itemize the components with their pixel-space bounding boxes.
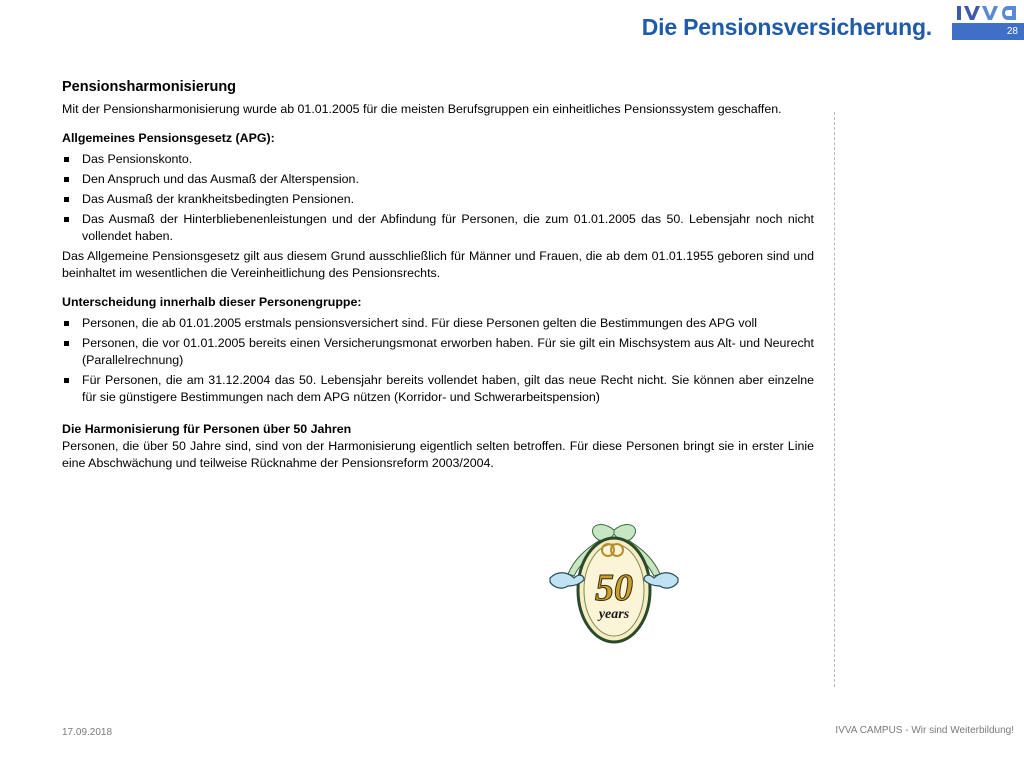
main-content: [62, 78, 814, 472]
footer-tagline: IVVA CAMPUS - Wir sind Weiterbildung!: [835, 725, 1014, 736]
bullet-icon: [64, 341, 69, 346]
bullet-icon: [64, 217, 69, 222]
apg-paragraph: Das Allgemeine Pensionsgesetz gilt aus diesem Grund ausschließlich für Männer und Frauen, die ab dem 01.01.1955 geboren sind und beinhaltet im wesentlichen die Vereinheitlichung des Pensionsrechts.: [62, 249, 814, 280]
apg-bullet-list: [62, 151, 814, 245]
group-bullet-list: [62, 315, 814, 406]
footer-date: 17.09.2018: [62, 727, 113, 738]
over50-heading: Die Harmonisierung für Personen über 50 Jahren: [62, 422, 352, 436]
list-item: Personen, die vor 01.01.2005 bereits einen Versicherungsmonat erworben haben. Für sie gilt ein Mischsystem aus Alt- und Neurecht (Parallelrechnung): [62, 335, 814, 369]
bullet-icon: [64, 157, 69, 162]
apg-heading: Allgemeines Pensionsgesetz (APG):: [62, 131, 275, 145]
bullet-icon: [64, 321, 69, 326]
ivva-logo: [952, 2, 1024, 40]
anniversary-emblem-image: [544, 520, 684, 648]
section-heading: Pensionsharmonisierung: [62, 79, 237, 95]
list-item: Das Pensionskonto.: [62, 151, 814, 168]
list-item: Personen, die ab 01.01.2005 erstmals pensionsversichert sind. Für diese Personen gelten die Bestimmungen des APG voll: [62, 315, 814, 332]
list-item: Das Ausmaß der Hinterbliebenenleistungen und der Abfindung für Personen, die zum 01.01.2005 das 50. Lebensjahr noch nicht vollendet haben.: [62, 211, 814, 245]
list-item: Für Personen, die am 31.12.2004 das 50. Lebensjahr bereits vollendet haben, gilt das neue Recht nicht. Sie können aber einzelne für sie günstigere Bestimmungen nach dem APG nützen (Korridor- und Schwerarbeitspension): [62, 372, 814, 406]
bullet-icon: [64, 378, 69, 383]
over50-paragraph: Personen, die über 50 Jahre sind, sind von der Harmonisierung eigentlich selten betroffen. Für diese Personen bringt sie in erster Linie eine Abschwächung und teilweise Rücknahme der Pensionsreform 2003/2004.: [62, 439, 814, 470]
group-heading: Unterscheidung innerhalb dieser Personengruppe:: [62, 295, 362, 309]
list-item: Das Ausmaß der krankheitsbedingten Pensionen.: [62, 191, 814, 208]
page-number: 28: [952, 23, 1024, 40]
bullet-icon: [64, 177, 69, 182]
emblem-graphic: [544, 520, 684, 648]
bullet-icon: [64, 197, 69, 202]
page-title: Die Pensionsversicherung.: [641, 14, 932, 40]
intro-paragraph: Mit der Pensionsharmonisierung wurde ab 01.01.2005 für die meisten Berufsgruppen ein einheitliches Pensionssystem geschaffen.: [62, 102, 782, 116]
emblem-word: years: [598, 607, 630, 622]
list-item: Den Anspruch und das Ausmaß der Alterspension.: [62, 171, 814, 188]
emblem-number: 50: [595, 567, 633, 609]
vertical-divider: [834, 112, 835, 687]
